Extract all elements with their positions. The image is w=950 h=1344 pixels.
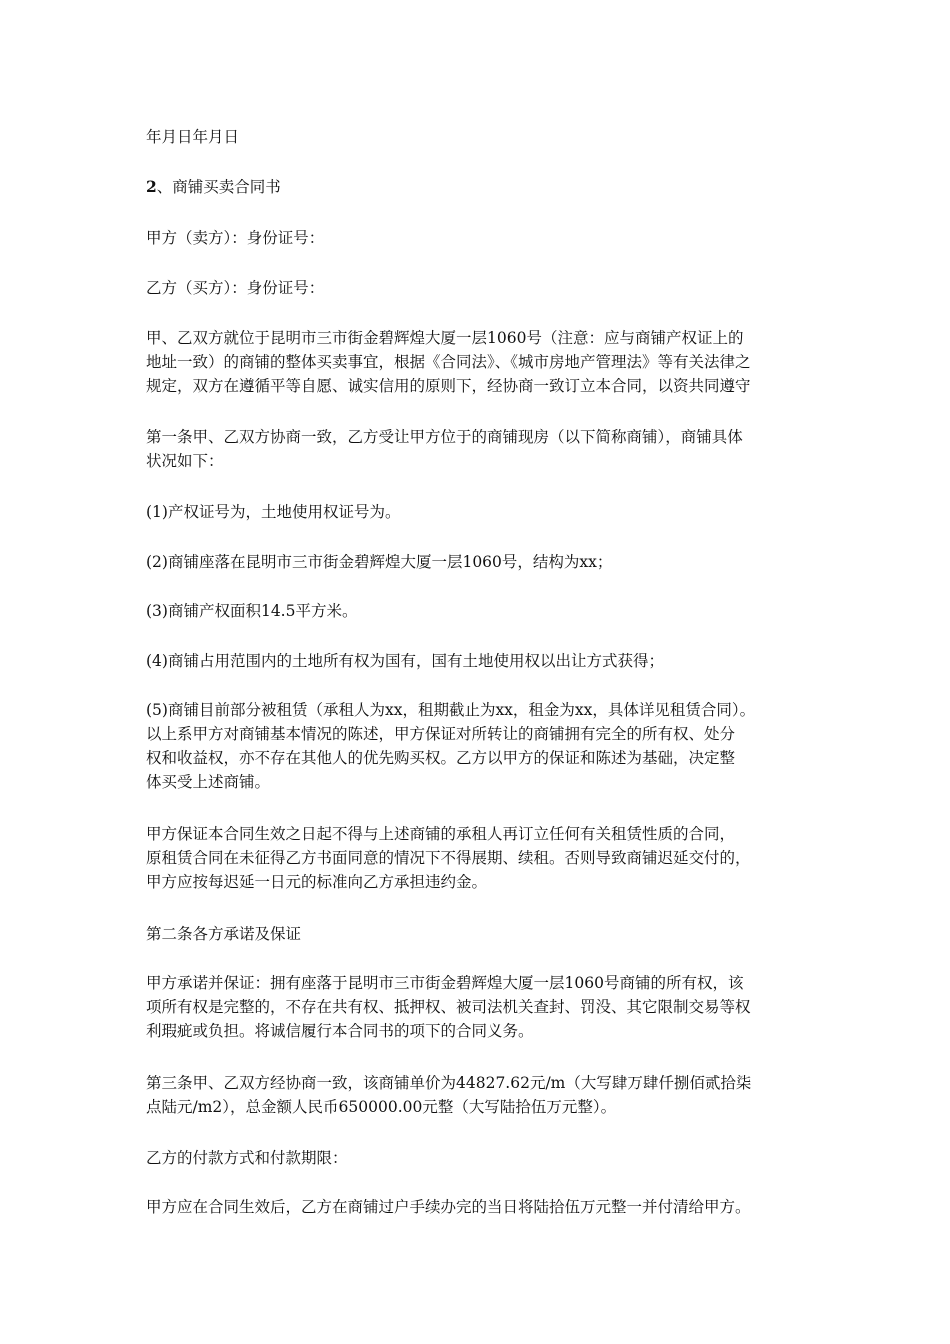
text-line: 甲方应按每迟延一日元的标准向乙方承担违约金。 bbox=[146, 873, 488, 891]
text-line: (3)商铺产权面积14.5平方米。 bbox=[146, 602, 358, 620]
item-1-line bbox=[146, 500, 826, 524]
text-line: 原租赁合同在未征得乙方书面同意的情况下不得展期、续租。否则导致商铺迟延交付的， bbox=[146, 849, 751, 867]
text-line: 甲方承诺并保证：拥有座落于昆明市三市街金碧辉煌大厦一层1060号商铺的所有权，该 bbox=[146, 974, 744, 992]
text-line: 地址一致）的商铺的整体买卖事宜，根据《合同法》、《城市房地产管理法》等有关法律之 bbox=[146, 353, 751, 371]
party-a-text: 甲方（卖方）：身份证号： bbox=[146, 229, 325, 247]
item-2-line bbox=[146, 550, 826, 574]
item-4-line bbox=[146, 649, 826, 673]
text-line: 以上系甲方对商铺基本情况的陈述，甲方保证对所转让的商铺拥有完全的所有权、处分 bbox=[146, 725, 736, 743]
text-line: 第三条甲、乙双方经协商一致，该商铺单价为44827.62元/m（大写肆万肆仟捌佰贰拾柒 bbox=[146, 1074, 752, 1092]
text-line: 权和收益权，亦不存在其他人的优先购买权。乙方以甲方的保证和陈述为基础，决定整 bbox=[146, 749, 736, 767]
party-b-line bbox=[146, 276, 826, 300]
text-line: 甲方应在合同生效后，乙方在商铺过户手续办完的当日将陆拾伍万元整一并付清给甲方。 bbox=[146, 1198, 751, 1216]
text-line: (4)商铺占用范围内的土地所有权为国有，国有土地使用权以出让方式获得； bbox=[146, 652, 664, 670]
text-line: 乙方的付款方式和付款期限： bbox=[146, 1149, 348, 1167]
text-line: 状况如下： bbox=[146, 452, 224, 470]
guarantee-paragraph bbox=[146, 822, 826, 894]
text-line: 甲方保证本合同生效之日起不得与上述商铺的承租人再订立任何有关租赁性质的合同， bbox=[146, 825, 736, 843]
text-line: 点陆元/m2），总金额人民币650000.00元整（大写陆拾伍万元整）。 bbox=[146, 1098, 617, 1116]
payment-paragraph bbox=[146, 1195, 826, 1219]
payment-heading bbox=[146, 1146, 826, 1170]
text-line: 利瑕疵或负担。将诚信履行本合同书的项下的合同义务。 bbox=[146, 1022, 534, 1040]
article-3-paragraph bbox=[146, 1071, 826, 1119]
article-2-heading bbox=[146, 922, 826, 946]
text-line: (2)商铺座落在昆明市三市街金碧辉煌大厦一层1060号，结构为xx； bbox=[146, 553, 613, 571]
text-line: 体买受上述商铺。 bbox=[146, 773, 271, 791]
date-text: 年月日年月日 bbox=[146, 128, 240, 146]
text-line: 第一条甲、乙双方协商一致，乙方受让甲方位于的商铺现房（以下简称商铺），商铺具体 bbox=[146, 428, 743, 446]
article-2-paragraph bbox=[146, 971, 826, 1043]
party-a-line bbox=[146, 226, 826, 250]
text-line: 项所有权是完整的，不存在共有权、抵押权、被司法机关查封、罚没、其它限制交易等权 bbox=[146, 998, 751, 1016]
text-line: 甲、乙双方就位于昆明市三市街金碧辉煌大厦一层1060号（注意：应与商铺产权证上的 bbox=[146, 329, 744, 347]
text-line: (1)产权证号为，土地使用权证号为。 bbox=[146, 503, 401, 521]
text-line: (5)商铺目前部分被租赁（承租人为xx，租期截止为xx，租金为xx，具体详见租赁合同）。 bbox=[146, 701, 756, 719]
date-line bbox=[146, 125, 826, 149]
contract-title bbox=[146, 175, 826, 199]
text-line: 规定，双方在遵循平等自愿、诚实信用的原则下，经协商一致订立本合同，以资共同遵守 bbox=[146, 377, 751, 395]
title-number: 2 bbox=[146, 177, 157, 196]
title-text: 、商铺买卖合同书 bbox=[156, 178, 281, 196]
item-5-paragraph bbox=[146, 698, 826, 794]
text-line: 第二条各方承诺及保证 bbox=[146, 925, 302, 943]
item-3-line bbox=[146, 599, 826, 623]
article-1-paragraph bbox=[146, 425, 826, 473]
party-b-text: 乙方（买方）：身份证号： bbox=[146, 279, 325, 297]
preamble-paragraph bbox=[146, 326, 826, 398]
